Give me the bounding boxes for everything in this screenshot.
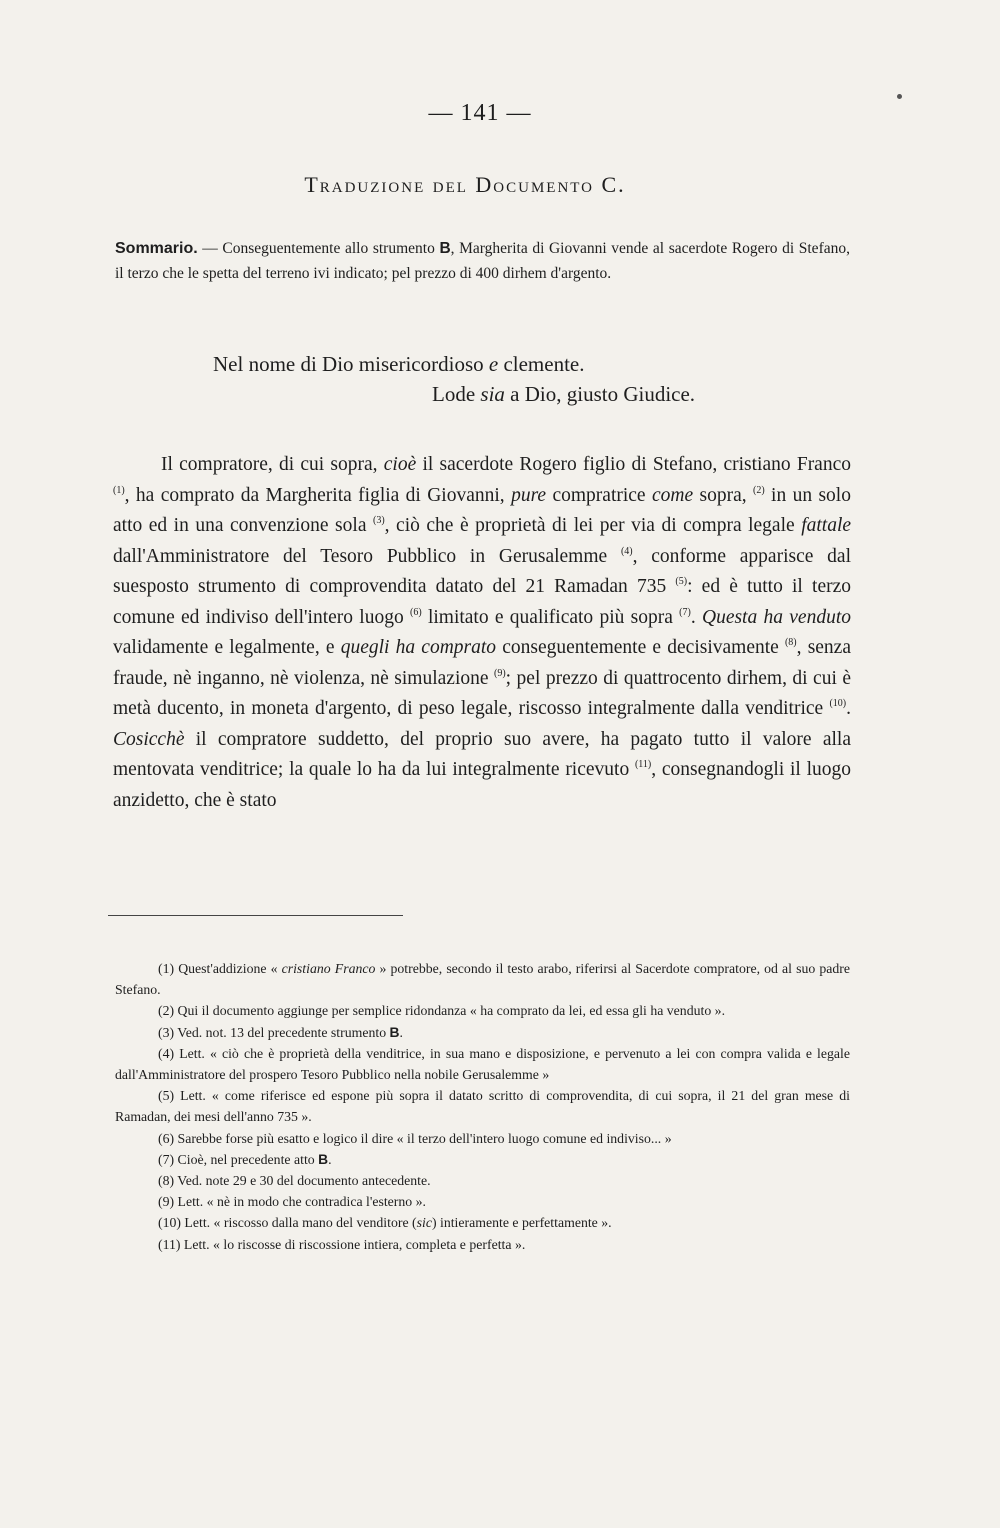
praise-text: Lode (432, 382, 481, 406)
footnote-ref: (10) (829, 698, 847, 709)
body-italic: pure (511, 484, 547, 506)
footnote-separator (108, 915, 403, 916)
invocation-italic: e (488, 352, 499, 376)
body-text: . (690, 606, 702, 628)
body-italic: fattale (801, 515, 852, 536)
footnote-text: . (399, 1024, 403, 1040)
body-italic: Cosicchè (113, 728, 185, 750)
body-text: , senza fraude, nè inganno, nè violenza, nè simulazione (113, 637, 851, 689)
footnote-ref: (4) (620, 545, 633, 557)
body-text: ; pel prezzo di quattrocento dirhem, di cui è metà ducento, in moneta d'argento, di peso legale, riscosso integralmente dalla venditrice (113, 667, 851, 719)
footnote-ref: (3) (373, 515, 385, 526)
footnote-text: (1) Quest'addizione « (158, 961, 282, 976)
body-text: : ed è tutto il terzo comune ed indiviso dell'intero luogo (113, 576, 851, 628)
body-text: sopra, (693, 484, 753, 506)
invocation-text: Nel nome di Dio misericordioso (213, 352, 489, 376)
body-text: dall'Amministratore del Tesoro Pubblico in Gerusalemme (113, 545, 621, 567)
page-number: — 141 — (428, 100, 532, 126)
footnote-1 (115, 958, 850, 1000)
praise-text: a Dio, giusto Giudice. (504, 382, 696, 406)
footnote-9: (9) Lett. « nè in modo che contradica l'esterno ». (158, 1194, 426, 1210)
invocation-line (213, 352, 585, 377)
footnote-text: (10) Lett. « riscosso dalla mano del venditore ( (158, 1215, 417, 1231)
body-text: limitato e qualificato più sopra (421, 606, 680, 628)
body-italic: come (651, 484, 694, 506)
footnote-ref: (11) (634, 759, 652, 770)
footnote-ref: (6) (410, 606, 422, 618)
footnote-ref: (2) (753, 484, 765, 496)
body-text: conseguentemente e decisivamente (496, 637, 785, 658)
footnote-4: (4) Lett. « ciò che è proprietà della venditrice, in sua mano e disposizione, e pervenuto a lei con compra valida e legale dall'Amministratore del prospero Tesoro Pubblico nella nobile Gerusalemme » (115, 1045, 850, 1083)
summary-label: Sommario. (115, 240, 198, 257)
footnote-italic: cristiano Franco (281, 961, 376, 976)
footnote-text: (7) Cioè, nel precedente atto (158, 1151, 319, 1167)
footnote-5: (5) Lett. « come riferisce ed espone più sopra il datato scritto di comprovendita, di cui sopra, il 21 del gran mese di Ramadan, dei mesi dell'anno 735 ». (115, 1088, 850, 1125)
footnote-text: (3) Ved. not. 13 del precedente strumento (158, 1024, 390, 1040)
body-text: , ha comprato da Margherita figlia di Giovanni, (124, 484, 512, 506)
summary-text: , Margherita di Giovanni vende al sacerdote Rogero di Stefano, il terzo che le spetta del terreno ivi indicato; pel prezzo di 400 dirhem d'argento. (115, 240, 850, 282)
footnote-3 (115, 1022, 850, 1043)
ink-speck (897, 94, 902, 99)
footnote-7 (115, 1149, 850, 1170)
body-text: , ciò che è proprietà di lei per via di compra legale (384, 515, 802, 536)
footnote-text: ) intieramente e perfettamente ». (431, 1215, 612, 1231)
footnote-ref: (7) (679, 606, 691, 618)
body-text: , consegnandogli il luogo anzidetto, che è stato (113, 759, 851, 811)
praise-line (432, 382, 695, 407)
footnote-ref: (1) (113, 484, 125, 496)
footnote-italic: sic (416, 1215, 432, 1231)
footnote-ref: (8) (784, 637, 797, 648)
summary-paragraph (115, 236, 850, 286)
body-italic: cioè (383, 454, 417, 475)
summary-document-letter: B (439, 240, 451, 257)
footnote-text: » potrebbe, secondo il testo arabo, riferirsi al Sacerdote compratore, od al suo padre Stefano. (115, 961, 851, 998)
body-text: , conforme apparisce dal suesposto strumento di comprovendita datato del 21 Ramadan 735 (113, 545, 851, 597)
footnote-text: . (328, 1151, 332, 1167)
praise-italic: sia (480, 382, 505, 406)
footnote-2: (2) Qui il documento aggiunge per semplice ridondanza « ha comprato da lei, ed essa gli ha venduto ». (158, 1003, 726, 1019)
footnote-11: (11) Lett. « lo riscosse di riscossione intiera, completa e perfetta ». (158, 1236, 526, 1252)
footnote-ref: (5) (675, 576, 688, 587)
footnotes (115, 958, 850, 1255)
body-text: . (846, 698, 851, 719)
body-text: in un solo atto ed in una convenzione sola (113, 484, 851, 536)
main-text (113, 450, 851, 816)
footnote-6: (6) Sarebbe forse più esatto e logico il dire « il terzo dell'intero luogo comune ed indiviso... » (158, 1130, 672, 1146)
body-italic: Questa ha venduto (701, 606, 851, 628)
summary-text: — Conseguentemente allo strumento (197, 240, 440, 257)
footnote-document-letter: B (389, 1024, 400, 1040)
body-text: compratrice (546, 484, 652, 506)
body-text: il sacerdote Rogero figlio di Stefano, cristiano Franco (416, 454, 851, 475)
footnote-ref: (9) (494, 667, 506, 679)
body-text: il compratore suddetto, del proprio suo avere, ha pagato tutto il valore alla mentovata venditrice; la quale lo ha da lui integralmente ricevuto (113, 728, 851, 780)
invocation-text: clemente. (498, 352, 585, 376)
body-text: Il compratore, di cui sopra, (161, 454, 384, 475)
footnote-document-letter: B (318, 1151, 329, 1167)
page-title: Traduzione del Documento C. (304, 172, 626, 197)
body-paragraph (113, 450, 851, 816)
body-text: validamente e legalmente, e (113, 637, 341, 658)
body-italic: quegli ha comprato (340, 637, 497, 658)
footnote-8: (8) Ved. note 29 e 30 del documento antecedente. (158, 1173, 431, 1189)
footnote-10 (115, 1212, 850, 1233)
